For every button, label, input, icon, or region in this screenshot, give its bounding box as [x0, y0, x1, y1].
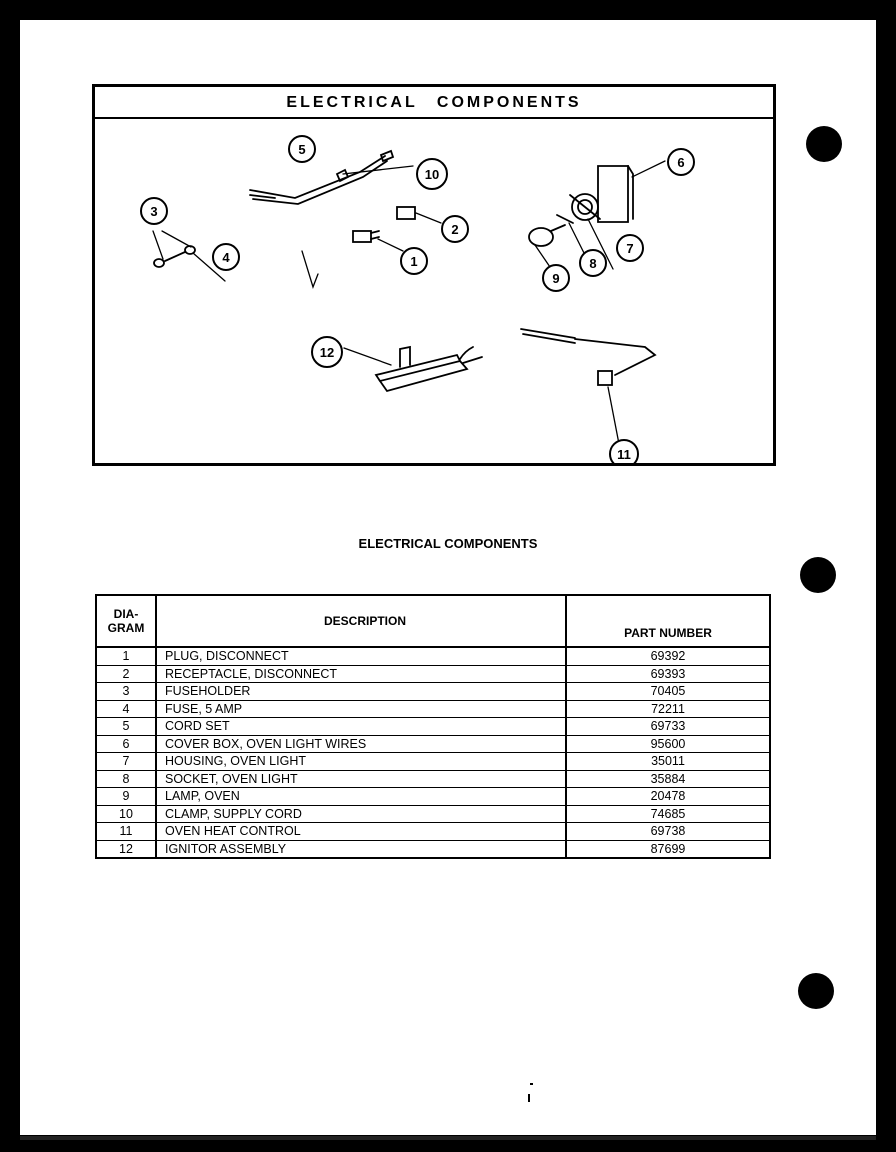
row-description: PLUG, DISCONNECT: [156, 647, 566, 665]
row-description: RECEPTACLE, DISCONNECT: [156, 665, 566, 683]
svg-text:12: 12: [319, 345, 335, 360]
row-part-number: 72211: [566, 700, 770, 718]
callout-6: [668, 149, 694, 175]
parts-table-body: [96, 647, 770, 858]
row-part-number: 20478: [566, 788, 770, 806]
row-description: OVEN HEAT CONTROL: [156, 823, 566, 841]
row-description: COVER BOX, OVEN LIGHT WIRES: [156, 735, 566, 753]
clamp-drawing: [337, 170, 348, 181]
table-row: [96, 753, 770, 771]
table-header-row: [96, 595, 770, 647]
row-part-number: 69738: [566, 823, 770, 841]
header-diagram: DIA- GRAM: [96, 595, 156, 647]
row-diagram-number: 3: [96, 683, 156, 701]
callout-1: [401, 248, 427, 274]
row-diagram-number: 9: [96, 788, 156, 806]
diagram-title: ELECTRICAL COMPONENTS: [95, 87, 773, 119]
callout-10: [417, 159, 447, 189]
binder-hole-bottom: [798, 973, 834, 1009]
row-part-number: 35884: [566, 770, 770, 788]
row-part-number: 74685: [566, 805, 770, 823]
binder-hole-middle: [800, 557, 836, 593]
callout-2: [442, 216, 468, 242]
callout-9: [543, 265, 569, 291]
row-part-number: 69733: [566, 718, 770, 736]
row-part-number: 69392: [566, 647, 770, 665]
svg-text:5: 5: [298, 142, 306, 157]
svg-text:2: 2: [451, 222, 459, 237]
table-row: [96, 647, 770, 665]
cover-box-drawing: [598, 166, 633, 222]
row-part-number: 87699: [566, 840, 770, 858]
row-diagram-number: 7: [96, 753, 156, 771]
svg-text:1: 1: [410, 254, 418, 269]
row-diagram-number: 5: [96, 718, 156, 736]
exploded-diagram-panel: [92, 84, 776, 466]
exploded-parts-diagram: [95, 119, 773, 463]
svg-text:10: 10: [424, 167, 440, 182]
row-description: FUSE, 5 AMP: [156, 700, 566, 718]
row-description: CORD SET: [156, 718, 566, 736]
callout-12: [312, 337, 342, 367]
parts-page: [20, 20, 876, 1135]
row-diagram-number: 4: [96, 700, 156, 718]
callout-5: [289, 136, 315, 162]
table-title: ELECTRICAL COMPONENTS: [358, 536, 538, 551]
cord-set-drawing: [250, 151, 393, 204]
row-diagram-number: 2: [96, 665, 156, 683]
table-row: [96, 718, 770, 736]
plug-drawing: [353, 231, 379, 242]
table-row: [96, 823, 770, 841]
svg-text:9: 9: [552, 271, 560, 286]
bottom-edge-shadow: [20, 1136, 876, 1140]
header-part-number: PART NUMBER: [566, 595, 770, 647]
svg-text:4: 4: [222, 250, 230, 265]
row-diagram-number: 10: [96, 805, 156, 823]
header-description: DESCRIPTION: [156, 595, 566, 647]
receptacle-drawing: [397, 207, 415, 219]
ignitor-drawing: [376, 347, 482, 391]
row-part-number: 69393: [566, 665, 770, 683]
table-row: [96, 770, 770, 788]
row-description: LAMP, OVEN: [156, 788, 566, 806]
table-row: [96, 683, 770, 701]
scan-mark: [528, 1094, 530, 1102]
callout-4: [213, 244, 239, 270]
svg-text:8: 8: [589, 256, 597, 271]
callout-7: [617, 235, 643, 261]
row-description: SOCKET, OVEN LIGHT: [156, 770, 566, 788]
svg-text:6: 6: [677, 155, 685, 170]
table-row: [96, 700, 770, 718]
row-diagram-number: 12: [96, 840, 156, 858]
row-description: CLAMP, SUPPLY CORD: [156, 805, 566, 823]
row-description: IGNITOR ASSEMBLY: [156, 840, 566, 858]
table-row: [96, 788, 770, 806]
svg-text:11: 11: [617, 447, 631, 462]
callout-8: [580, 250, 606, 276]
table-row: [96, 840, 770, 858]
parts-table: [95, 594, 771, 859]
row-part-number: 35011: [566, 753, 770, 771]
row-part-number: 70405: [566, 683, 770, 701]
row-diagram-number: 11: [96, 823, 156, 841]
svg-text:3: 3: [150, 204, 158, 219]
row-description: HOUSING, OVEN LIGHT: [156, 753, 566, 771]
callout-11: [610, 440, 638, 463]
svg-text:7: 7: [626, 241, 634, 256]
table-row: [96, 665, 770, 683]
row-diagram-number: 1: [96, 647, 156, 665]
light-housing-drawing: [529, 194, 600, 246]
row-part-number: 95600: [566, 735, 770, 753]
scan-mark: [530, 1083, 533, 1085]
row-description: FUSEHOLDER: [156, 683, 566, 701]
callout-3: [141, 198, 167, 224]
table-row: [96, 735, 770, 753]
row-diagram-number: 6: [96, 735, 156, 753]
binder-hole-top: [806, 126, 842, 162]
table-row: [96, 805, 770, 823]
row-diagram-number: 8: [96, 770, 156, 788]
heat-control-drawing: [521, 329, 655, 385]
